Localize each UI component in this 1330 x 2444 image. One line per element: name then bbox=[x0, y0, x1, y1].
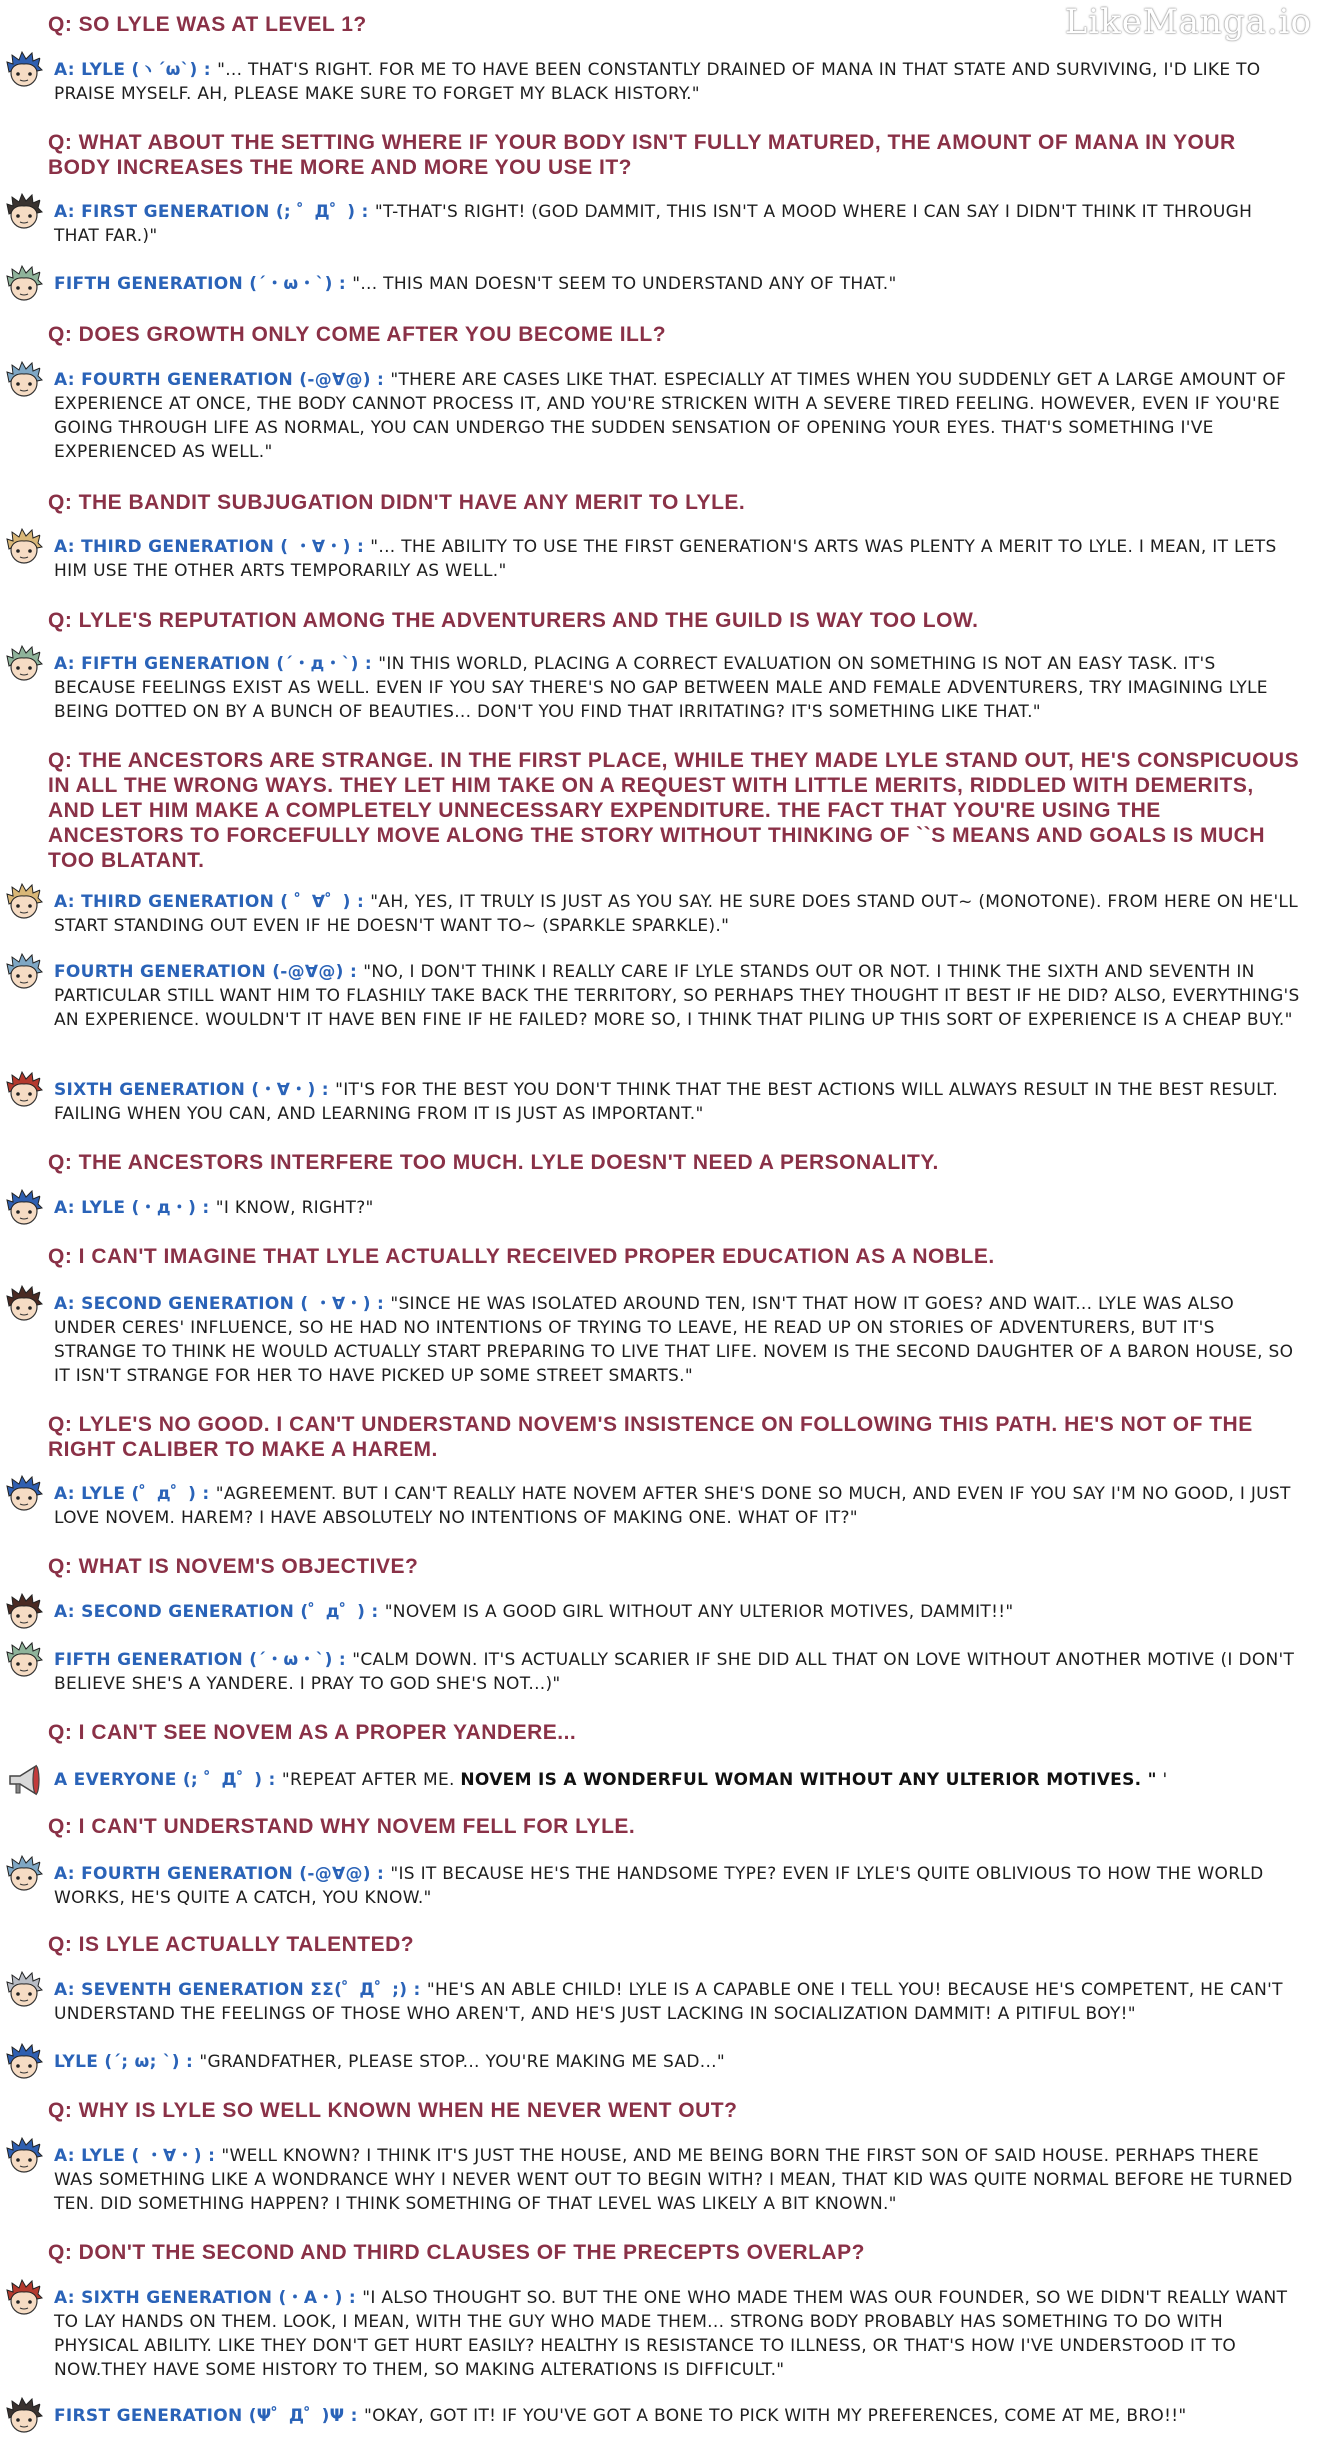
answer-text: "HE'S AN ABLE CHILD! LYLE IS A CAPABLE ONE I TELL YOU! BECAUSE HE'S COMPETENT, HE CAN'T UNDERSTAND THE FEELINGS OF THOSE WHO AREN'T, AND HE'S JUST LACKING IN SOCIALIZATION DAMMIT! A PITIFUL BOY!" bbox=[54, 1980, 1283, 2024]
answer-paragraph bbox=[54, 535, 1300, 583]
answer-text: "I KNOW, RIGHT?" bbox=[215, 1198, 374, 1218]
fifth-generation-avatar-icon bbox=[4, 644, 44, 684]
speaker-label: A: SECOND GENERATION ( ・∀・) : bbox=[54, 1294, 391, 1314]
answer-tail: ' bbox=[1156, 1770, 1168, 1790]
megaphone-icon bbox=[4, 1760, 44, 1800]
speaker-label: A: FIRST GENERATION (; ゜Д゜) : bbox=[54, 202, 375, 222]
question-heading: Q: WHAT IS NOVEM'S OBJECTIVE? bbox=[48, 1555, 419, 1578]
question-heading: Q: LYLE'S REPUTATION AMONG THE ADVENTURERS AND THE GUILD IS WAY TOO LOW. bbox=[48, 609, 979, 632]
answer-paragraph bbox=[54, 1768, 1300, 1792]
third-generation-avatar-icon bbox=[4, 882, 44, 922]
lyle-avatar-icon bbox=[4, 50, 44, 90]
speaker-label: A: LYLE (・д・) : bbox=[54, 1198, 216, 1218]
answer-paragraph bbox=[54, 1078, 1300, 1126]
answer-paragraph bbox=[54, 652, 1300, 724]
answer-text: "NOVEM IS A GOOD GIRL WITHOUT ANY ULTERIOR MOTIVES, DAMMIT!!" bbox=[384, 1602, 1014, 1622]
answer-paragraph bbox=[54, 1862, 1300, 1910]
answer-text: "GRANDFATHER, PLEASE STOP... YOU'RE MAKING ME SAD..." bbox=[199, 2052, 725, 2072]
question-heading: Q: SO LYLE WAS AT LEVEL 1? bbox=[48, 13, 367, 36]
answer-paragraph bbox=[54, 1600, 1300, 1624]
speaker-label: A: SIXTH GENERATION (・A・) : bbox=[54, 2288, 363, 2308]
fourth-generation-avatar-icon bbox=[4, 360, 44, 400]
answer-text: "CALM DOWN. IT'S ACTUALLY SCARIER IF SHE DID ALL THAT ON LOVE WITHOUT ANOTHER MOTIVE (I DON'T BELIEVE SHE'S A YANDERE. I PRAY TO GOD SHE'S NOT...)" bbox=[54, 1650, 1295, 1694]
fifth-generation-avatar-icon bbox=[4, 1640, 44, 1680]
first-generation-avatar-icon bbox=[4, 192, 44, 232]
speaker-label: FOURTH GENERATION (-@∀@) : bbox=[54, 962, 364, 982]
answer-text: "... THAT'S RIGHT. FOR ME TO HAVE BEEN CONSTANTLY DRAINED OF MANA IN THAT STATE AND SURVIVING, I'D LIKE TO PRAISE MYSELF. AH, PLEASE MAKE SURE TO FORGET MY BLACK HISTORY." bbox=[54, 60, 1261, 104]
answer-paragraph bbox=[54, 368, 1300, 464]
speaker-label: A: THIRD GENERATION ( ・∀・) : bbox=[54, 537, 371, 557]
answer-paragraph bbox=[54, 960, 1300, 1032]
question-heading: Q: WHY IS LYLE SO WELL KNOWN WHEN HE NEVER WENT OUT? bbox=[48, 2099, 738, 2122]
speaker-label: FIRST GENERATION (Ψ゜Д゜)Ψ : bbox=[54, 2406, 364, 2426]
question-heading: Q: I CAN'T IMAGINE THAT LYLE ACTUALLY RECEIVED PROPER EDUCATION AS A NOBLE. bbox=[48, 1245, 995, 1268]
answer-emphasis: NOVEM IS A WONDERFUL WOMAN WITHOUT ANY ULTERIOR MOTIVES. " bbox=[460, 1770, 1157, 1790]
speaker-label: A: LYLE (゜д゜) : bbox=[54, 1484, 216, 1504]
speaker-label: A: FOURTH GENERATION (-@∀@) : bbox=[54, 1864, 391, 1884]
answer-text: "AGREEMENT. BUT I CAN'T REALLY HATE NOVEM AFTER SHE'S DONE SO MUCH, AND EVEN IF YOU SAY I'M NO GOOD, I JUST LOVE NOVEM. HAREM? I HAVE ABSOLUTELY NO INTENTIONS OF MAKING ONE. WHAT OF IT?" bbox=[54, 1484, 1291, 1528]
answer-text: "REPEAT AFTER ME. bbox=[281, 1770, 461, 1790]
answer-text: "OKAY, GOT IT! IF YOU'VE GOT A BONE TO PICK WITH MY PREFERENCES, COME AT ME, BRO!!" bbox=[363, 2406, 1187, 2426]
question-heading: Q: WHAT ABOUT THE SETTING WHERE IF YOUR BODY ISN'T FULLY MATURED, THE AMOUNT OF MANA IN YOUR BODY INCREASES THE MORE AND MORE YOU USE IT? bbox=[48, 131, 1236, 179]
answer-paragraph bbox=[54, 200, 1300, 248]
fifth-generation-avatar-icon bbox=[4, 264, 44, 304]
speaker-label: A: LYLE (ヽ´ω`) : bbox=[54, 60, 218, 80]
answer-text: "I ALSO THOUGHT SO. BUT THE ONE WHO MADE THEM WAS OUR FOUNDER, SO WE DIDN'T REALLY WANT TO LAY HANDS ON THEM. LOOK, I MEAN, WITH THE GUY WHO MADE THEM... STRONG BODY PROBABLY HAS SOMETHING TO DO WITH PHYSICAL ABILITY. LIKE THEY DON'T GET HURT EASILY? HEALTHY IS RESISTANCE TO ILLNESS, OR THAT'S HOW I'VE UNDERSTOOD IT TO NOW.THEY HAVE SOME HISTORY TO THEM, SO MAKING ALTERATIONS IS DIFFICULT." bbox=[54, 2288, 1288, 2380]
answer-paragraph bbox=[54, 58, 1300, 106]
speaker-label: SIXTH GENERATION (・∀・) : bbox=[54, 1080, 336, 1100]
answer-paragraph bbox=[54, 1978, 1300, 2026]
second-generation-avatar-icon bbox=[4, 1284, 44, 1324]
speaker-label: A: FOURTH GENERATION (-@∀@) : bbox=[54, 370, 391, 390]
question-heading: Q: I CAN'T SEE NOVEM AS A PROPER YANDERE... bbox=[48, 1721, 577, 1744]
answer-text: "NO, I DON'T THINK I REALLY CARE IF LYLE STANDS OUT OR NOT. I THINK THE SIXTH AND SEVENTH IN PARTICULAR STILL WANT HIM TO FLASHILY TAKE BACK THE TERRITORY, SO PERHAPS THEY THOUGHT IT BEST IF HE DID? ALSO, EVERYTHING'S AN EXPERIENCE. WOULDN'T IT HAVE BEN FINE IF HE FAILED? MORE SO, I THINK THAT PILING UP THIS SORT OF EXPERIENCE IS A CHEAP BUY." bbox=[54, 962, 1300, 1030]
seventh-generation-avatar-icon bbox=[4, 1970, 44, 2010]
answer-paragraph bbox=[54, 2404, 1300, 2428]
sixth-generation-avatar-icon bbox=[4, 1070, 44, 1110]
sixth-generation-avatar-icon bbox=[4, 2278, 44, 2318]
answer-paragraph bbox=[54, 890, 1300, 938]
answer-paragraph bbox=[54, 1292, 1300, 1388]
speaker-label: FIFTH GENERATION (´・ω・`) : bbox=[54, 1650, 353, 1670]
question-heading: Q: DON'T THE SECOND AND THIRD CLAUSES OF THE PRECEPTS OVERLAP? bbox=[48, 2241, 865, 2264]
fourth-generation-avatar-icon bbox=[4, 952, 44, 992]
lyle-avatar-icon bbox=[4, 2136, 44, 2176]
speaker-label: A: THIRD GENERATION ( ゜∀゜) : bbox=[54, 892, 371, 912]
question-heading: Q: IS LYLE ACTUALLY TALENTED? bbox=[48, 1933, 415, 1956]
question-heading: Q: THE ANCESTORS INTERFERE TOO MUCH. LYLE DOESN'T NEED A PERSONALITY. bbox=[48, 1151, 939, 1174]
speaker-label: A: SEVENTH GENERATION ΣΣ(゜Д゜;) : bbox=[54, 1980, 427, 2000]
answer-text: "... THIS MAN DOESN'T SEEM TO UNDERSTAND ANY OF THAT." bbox=[352, 274, 897, 294]
speaker-label: A: SECOND GENERATION (゜д゜) : bbox=[54, 1602, 385, 1622]
answer-text: "WELL KNOWN? I THINK IT'S JUST THE HOUSE, AND ME BEING BORN THE FIRST SON OF SAID HOUSE. PERHAPS THERE WAS SOMETHING LIKE A WONDRANCE WHY I NEVER WENT OUT TO BEGIN WITH? I MEAN, THAT KID WAS QUITE NORMAL BEFORE HE TURNED TEN. DID SOMETHING HAPPEN? I THINK SOMETHING OF THAT LEVEL WAS LIKELY A BIT KNOWN." bbox=[54, 2146, 1293, 2214]
speaker-label: FIFTH GENERATION (´・ω・`) : bbox=[54, 274, 353, 294]
answer-text: "THERE ARE CASES LIKE THAT. ESPECIALLY AT TIMES WHEN YOU SUDDENLY GET A LARGE AMOUNT OF EXPERIENCE AT ONCE, THE BODY CANNOT PROCESS IT, AND YOU'RE STRICKEN WITH A SEVERE TIRED FEELING. HOWEVER, EVEN IF YOU'RE GOING THROUGH LIFE AS NORMAL, YOU CAN UNDERGO THE SUDDEN SENSATION OF OPENING YOUR EYES. THAT'S SOMETHING I'VE EXPERIENCED AS WELL." bbox=[54, 370, 1287, 462]
answer-paragraph bbox=[54, 2144, 1300, 2216]
watermark-logo: LikeManga.io bbox=[1064, 2, 1312, 42]
answer-paragraph bbox=[54, 2286, 1300, 2382]
answer-text: "... THE ABILITY TO USE THE FIRST GENERATION'S ARTS WAS PLENTY A MERIT TO LYLE. I MEAN, IT LETS HIM USE THE OTHER ARTS TEMPORARILY AS WELL." bbox=[54, 537, 1277, 581]
answer-text: "IN THIS WORLD, PLACING A CORRECT EVALUATION ON SOMETHING IS NOT AN EASY TASK. IT'S BECAUSE FEELINGS EXIST AS WELL. EVEN IF YOU SAY THERE'S NO GAP BETWEEN MALE AND FEMALE ADVENTURERS, TRY IMAGINING LYLE BEING DOTTED ON BY A BUNCH OF BEAUTIES... DON'T YOU FIND THAT IRRITATING? IT'S SOMETHING LIKE THAT." bbox=[54, 654, 1268, 722]
answer-paragraph bbox=[54, 272, 1300, 296]
question-heading: Q: DOES GROWTH ONLY COME AFTER YOU BECOME ILL? bbox=[48, 323, 667, 346]
fourth-generation-avatar-icon bbox=[4, 1854, 44, 1894]
answer-text: "IT'S FOR THE BEST YOU DON'T THINK THAT THE BEST ACTIONS WILL ALWAYS RESULT IN THE BEST RESULT. FAILING WHEN YOU CAN, AND LEARNING FROM IT IS JUST AS IMPORTANT." bbox=[54, 1080, 1278, 1124]
answer-paragraph bbox=[54, 1648, 1300, 1696]
question-heading: Q: THE ANCESTORS ARE STRANGE. IN THE FIRST PLACE, WHILE THEY MADE LYLE STAND OUT, HE'S CONSPICUOUS IN ALL THE WRONG WAYS. THEY LET HIM TAKE ON A REQUEST WITH LITTLE MERITS, RIDDLED WITH DEMERITS, AND LET HIM MAKE A COMPLETELY UNNECESSARY EXPENDITURE. THE FACT THAT YOU'RE USING THE ANCESTORS TO FORCEFULLY MOVE ALONG THE STORY WITHOUT THINKING OF ``S MEANS AND GOALS IS MUCH TOO BLATANT. bbox=[48, 749, 1300, 872]
question-heading: Q: LYLE'S NO GOOD. I CAN'T UNDERSTAND NOVEM'S INSISTENCE ON FOLLOWING THIS PATH. HE'S NOT OF THE RIGHT CALIBER TO MAKE A HAREM. bbox=[48, 1413, 1253, 1461]
answer-text: "IS IT BECAUSE HE'S THE HANDSOME TYPE? EVEN IF LYLE'S QUITE OBLIVIOUS TO HOW THE WORLD WORKS, HE'S QUITE A CATCH, YOU KNOW." bbox=[54, 1864, 1264, 1908]
answer-text: "SINCE HE WAS ISOLATED AROUND TEN, ISN'T THAT HOW IT GOES? AND WAIT... LYLE WAS ALSO UNDER CERES' INFLUENCE, SO HE HAD NO INTENTIONS OF TRYING TO LEAVE, HE READ UP ON STORIES OF ADVENTURERS, BUT IT'S STRANGE TO THINK HE WOULD ACTUALLY START PREPARING TO LIVE THAT LIFE. NOVEM IS THE SECOND DAUGHTER OF A BARON HOUSE, SO IT ISN'T STRANGE FOR HER TO HAVE PICKED UP SOME STREET SMARTS." bbox=[54, 1294, 1294, 1386]
lyle-avatar-icon bbox=[4, 1474, 44, 1514]
speaker-label: A EVERYONE (; ゜Д゜) : bbox=[54, 1770, 282, 1790]
lyle-avatar-icon bbox=[4, 2042, 44, 2082]
question-heading: Q: I CAN'T UNDERSTAND WHY NOVEM FELL FOR LYLE. bbox=[48, 1815, 636, 1838]
answer-paragraph bbox=[54, 1482, 1300, 1530]
answer-paragraph bbox=[54, 2050, 1300, 2074]
first-generation-avatar-icon bbox=[4, 2396, 44, 2436]
speaker-label: A: FIFTH GENERATION (´・д・`) : bbox=[54, 654, 379, 674]
speaker-label: A: LYLE ( ・∀・) : bbox=[54, 2146, 222, 2166]
answer-text: "AH, YES, IT TRULY IS JUST AS YOU SAY. HE SURE DOES STAND OUT~ (MONOTONE). FROM HERE ON HE'LL START STANDING OUT EVEN IF HE DOESN'T WANT TO~ (SPARKLE SPARKLE)." bbox=[54, 892, 1298, 936]
answer-text: "T-THAT'S RIGHT! (GOD DAMMIT, THIS ISN'T A MOOD WHERE I CAN SAY I DIDN'T THINK IT THROUGH THAT FAR.)" bbox=[54, 202, 1253, 246]
second-generation-avatar-icon bbox=[4, 1592, 44, 1632]
question-heading: Q: THE BANDIT SUBJUGATION DIDN'T HAVE ANY MERIT TO LYLE. bbox=[48, 491, 746, 514]
lyle-avatar-icon bbox=[4, 1188, 44, 1228]
third-generation-avatar-icon bbox=[4, 527, 44, 567]
speaker-label: LYLE (´; ω; `) : bbox=[54, 2052, 200, 2072]
answer-paragraph bbox=[54, 1196, 1300, 1220]
